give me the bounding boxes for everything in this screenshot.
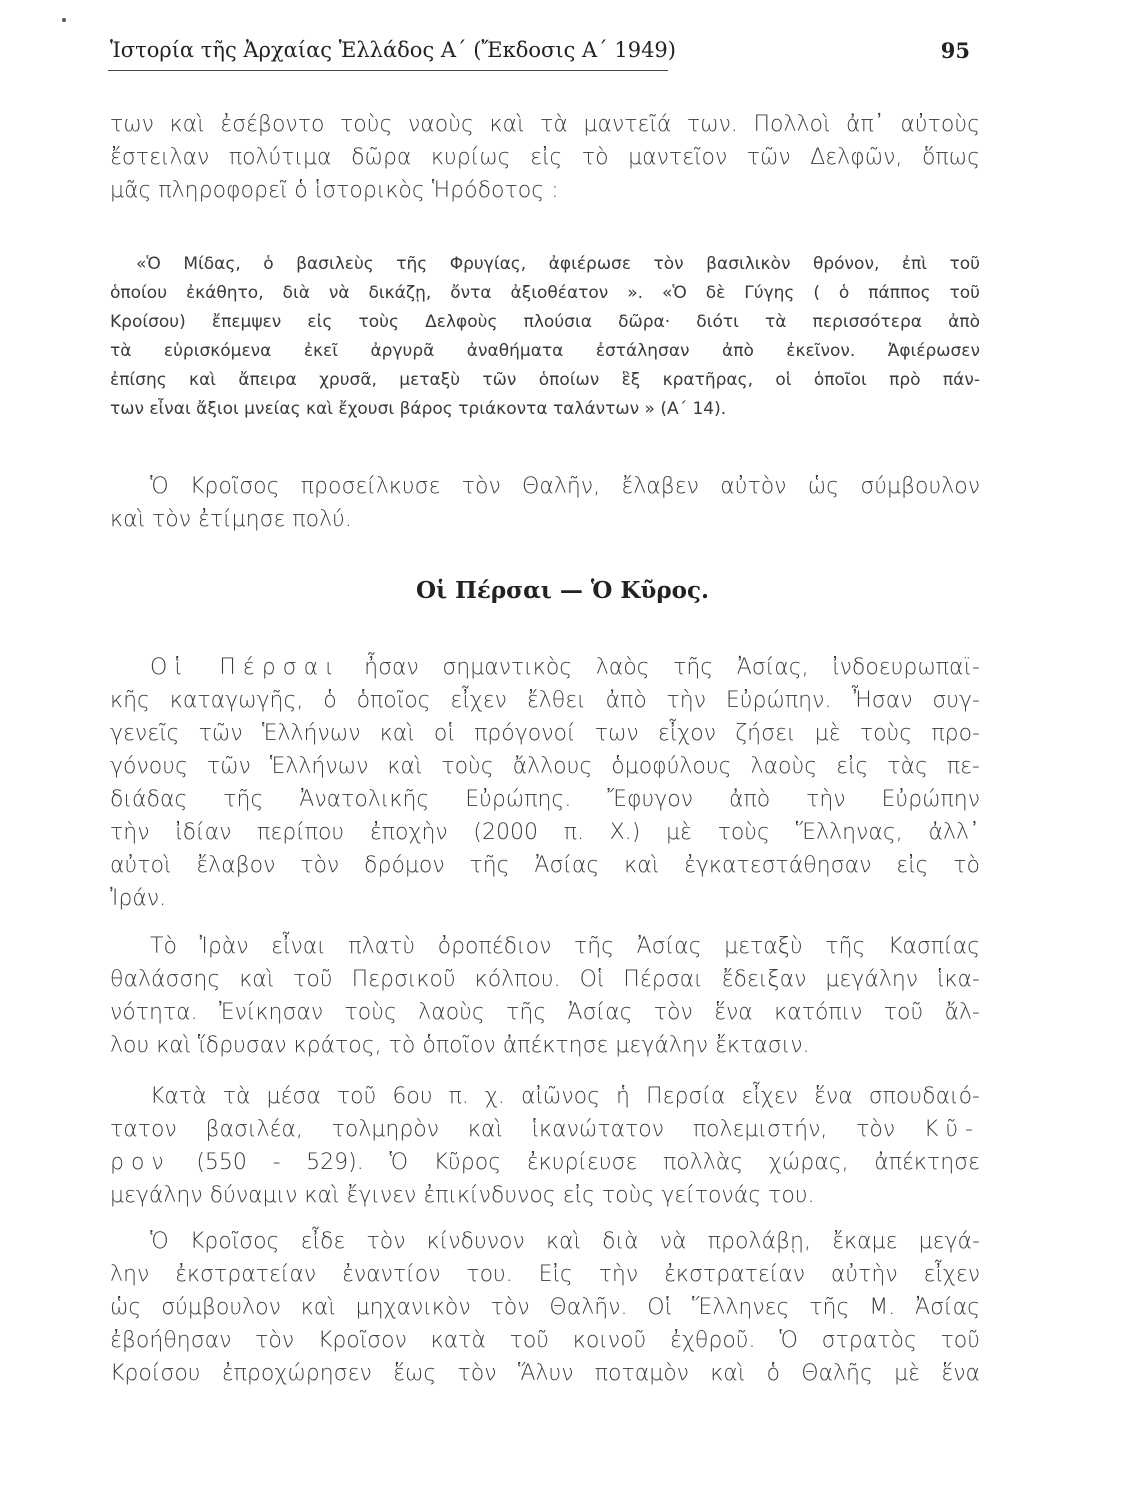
quote-line: Κροίσου) ἔπεμψεν εἰς τοὺς Δελφοὺς πλούσια δῶρα· διότι τὰ περισσότερα ἀπὸ	[110, 312, 980, 332]
quote-line: ἐπίσης καὶ ἄπειρα χρυσᾶ, μεταξὺ τῶν ὁποίων ἓξ κρατῆρας, οἱ ὁποῖοι πρὸ πάν-	[110, 370, 980, 390]
spaced-name: Κῦ-	[923, 1117, 980, 1142]
text-line: θαλάσσης καὶ τοῦ Περσικοῦ κόλπου. Οἱ Πέρσαι ἔδειξαν μεγάλην ἱκα-	[110, 967, 980, 992]
text-line: ἔστειλαν πολύτιμα δῶρα κυρίως εἰς τὸ μαντεῖον τῶν Δελφῶν, ὅπως	[110, 145, 980, 170]
paragraph-intro	[110, 108, 980, 207]
text-line: λην ἐκστρατείαν ἐναντίον του. Εἰς τὴν ἐκστρατείαν αὐτὴν εἶχεν	[110, 1262, 980, 1287]
quote-line: τὰ εὑρισκόμενα ἐκεῖ ἀργυρᾶ ἀναθήματα ἐστάλησαν ἀπὸ ἐκεῖνον. Ἀφιέρωσεν	[110, 341, 980, 361]
text-line: μεγάλην δύναμιν καὶ ἔγινεν ἐπικίνδυνος εἰς τοὺς γείτονάς του.	[110, 1183, 815, 1208]
paragraph-persians	[110, 651, 980, 915]
spaced-lead: Οἱ Πέρσαι	[150, 655, 341, 680]
section-heading: Οἱ Πέρσαι — Ὁ Κῦρος.	[415, 577, 710, 604]
paragraph-iran	[110, 930, 980, 1062]
scan-speck	[62, 18, 66, 22]
text-line: ὡς σύμβουλον καὶ μηχανικὸν τὸν Θαλῆν. Οἱ Ἕλληνες τῆς Μ. Ἀσίας	[110, 1295, 980, 1320]
running-title: Ἱστορία τῆς Ἀρχαίας Ἑλλάδος Α΄ (Ἔκδοσις Α΄ 1949)	[110, 38, 676, 62]
text-line	[110, 1113, 980, 1146]
text-line: ἐβοήθησαν τὸν Κροῖσον κατὰ τοῦ κοινοῦ ἐχθροῦ. Ὁ στρατὸς τοῦ	[110, 1328, 980, 1353]
paragraph-kroisos	[110, 470, 980, 536]
text-line: κῆς καταγωγῆς, ὁ ὁποῖος εἶχεν ἔλθει ἀπὸ τὴν Εὐρώπην. Ἦσαν συγ-	[110, 688, 980, 713]
text-line: Κροίσου ἐπροχώρησεν ἕως τὸν Ἅλυν ποταμὸν καὶ ὁ Θαλῆς μὲ ἕνα	[110, 1361, 980, 1386]
quote-line: «Ὁ Μίδας, ὁ βασιλεὺς τῆς Φρυγίας, ἀφιέρωσε τὸν βασιλικὸν θρόνον, ἐπὶ τοῦ	[136, 254, 980, 274]
text-line	[110, 651, 980, 684]
line-rest: ἦσαν σημαντικὸς λαὸς τῆς Ἀσίας, ἰνδοευρωπαϊ-	[340, 655, 980, 680]
text-line: διάδας τῆς Ἀνατολικῆς Εὐρώπης. Ἔφυγον ἀπὸ τὴν Εὐρώπην	[110, 787, 980, 812]
running-header	[110, 38, 970, 72]
spaced-name: ρον	[110, 1150, 171, 1175]
text-line: λου καὶ ἵδρυσαν κράτος, τὸ ὁποῖον ἀπέκτησε μεγάλην ἔκτασιν.	[110, 1033, 810, 1058]
text-line: μᾶς πληροφορεῖ ὁ ἱστορικὸς Ἡρόδοτος :	[110, 178, 559, 203]
paragraph-kyros	[110, 1080, 980, 1212]
paragraph-campaign	[110, 1225, 980, 1390]
text-line: γενεῖς τῶν Ἑλλήνων καὶ οἱ πρόγονοί των εἶχον ζήσει μὲ τοὺς προ-	[110, 721, 980, 746]
herodotus-quote	[110, 250, 980, 424]
line-text: τατον βασιλέα, τολμηρὸν καὶ ἱκανώτατον πολεμιστήν, τὸν	[110, 1117, 924, 1142]
text-line: Ὁ Κροῖσος εἶδε τὸν κίνδυνον καὶ διὰ νὰ προλάβῃ, ἔκαμε μεγά-	[150, 1229, 980, 1254]
text-line: αὐτοὶ ἔλαβον τὸν δρόμον τῆς Ἀσίας καὶ ἐγκατεστάθησαν εἰς τὸ	[110, 853, 980, 878]
text-line: των καὶ ἐσέβοντο τοὺς ναοὺς καὶ τὰ μαντεῖά των. Πολλοὶ ἀπ᾽ αὐτοὺς	[110, 112, 980, 137]
text-line: νότητα. Ἐνίκησαν τοὺς λαοὺς τῆς Ἀσίας τὸν ἕνα κατόπιν τοῦ ἄλ-	[110, 1000, 980, 1025]
text-line: τὴν ἰδίαν περίπου ἐποχὴν (2000 π. Χ.) μὲ τοὺς Ἕλληνας, ἀλλ᾽	[110, 820, 980, 845]
header-rule	[108, 70, 668, 71]
line-rest: (550 - 529). Ὁ Κῦρος ἐκυρίευσε πολλὰς χώρας, ἀπέκτησε	[170, 1150, 980, 1175]
text-line: Τὸ Ἰρὰν εἶναι πλατὺ ὀροπέδιον τῆς Ἀσίας μεταξὺ τῆς Κασπίας	[150, 934, 980, 959]
text-line: Ἰράν.	[110, 886, 167, 911]
quote-line: των εἶναι ἄξιοι μνείας καὶ ἔχουσι βάρος τριάκοντα ταλάντων » (Α΄ 14).	[110, 399, 727, 419]
text-line	[110, 1146, 980, 1179]
text-line: γόνους τῶν Ἑλλήνων καὶ τοὺς ἄλλους ὁμοφύλους λαοὺς εἰς τὰς πε-	[110, 754, 980, 779]
quote-line: ὁποίου ἐκάθητο, διὰ νὰ δικάζῃ, ὄντα ἀξιοθέατον ». «Ὁ δὲ Γύγης ( ὁ πάππος τοῦ	[110, 283, 980, 303]
text-line: Ὁ Κροῖσος προσείλκυσε τὸν Θαλῆν, ἔλαβεν αὐτὸν ὡς σύμβουλον	[150, 474, 980, 499]
text-line: Κατὰ τὰ μέσα τοῦ 6ου π. χ. αἰῶνος ἡ Περσία εἶχεν ἕνα σπουδαιό-	[150, 1084, 980, 1109]
page-number: 95	[940, 38, 970, 63]
text-line: καὶ τὸν ἐτίμησε πολύ.	[110, 507, 352, 532]
